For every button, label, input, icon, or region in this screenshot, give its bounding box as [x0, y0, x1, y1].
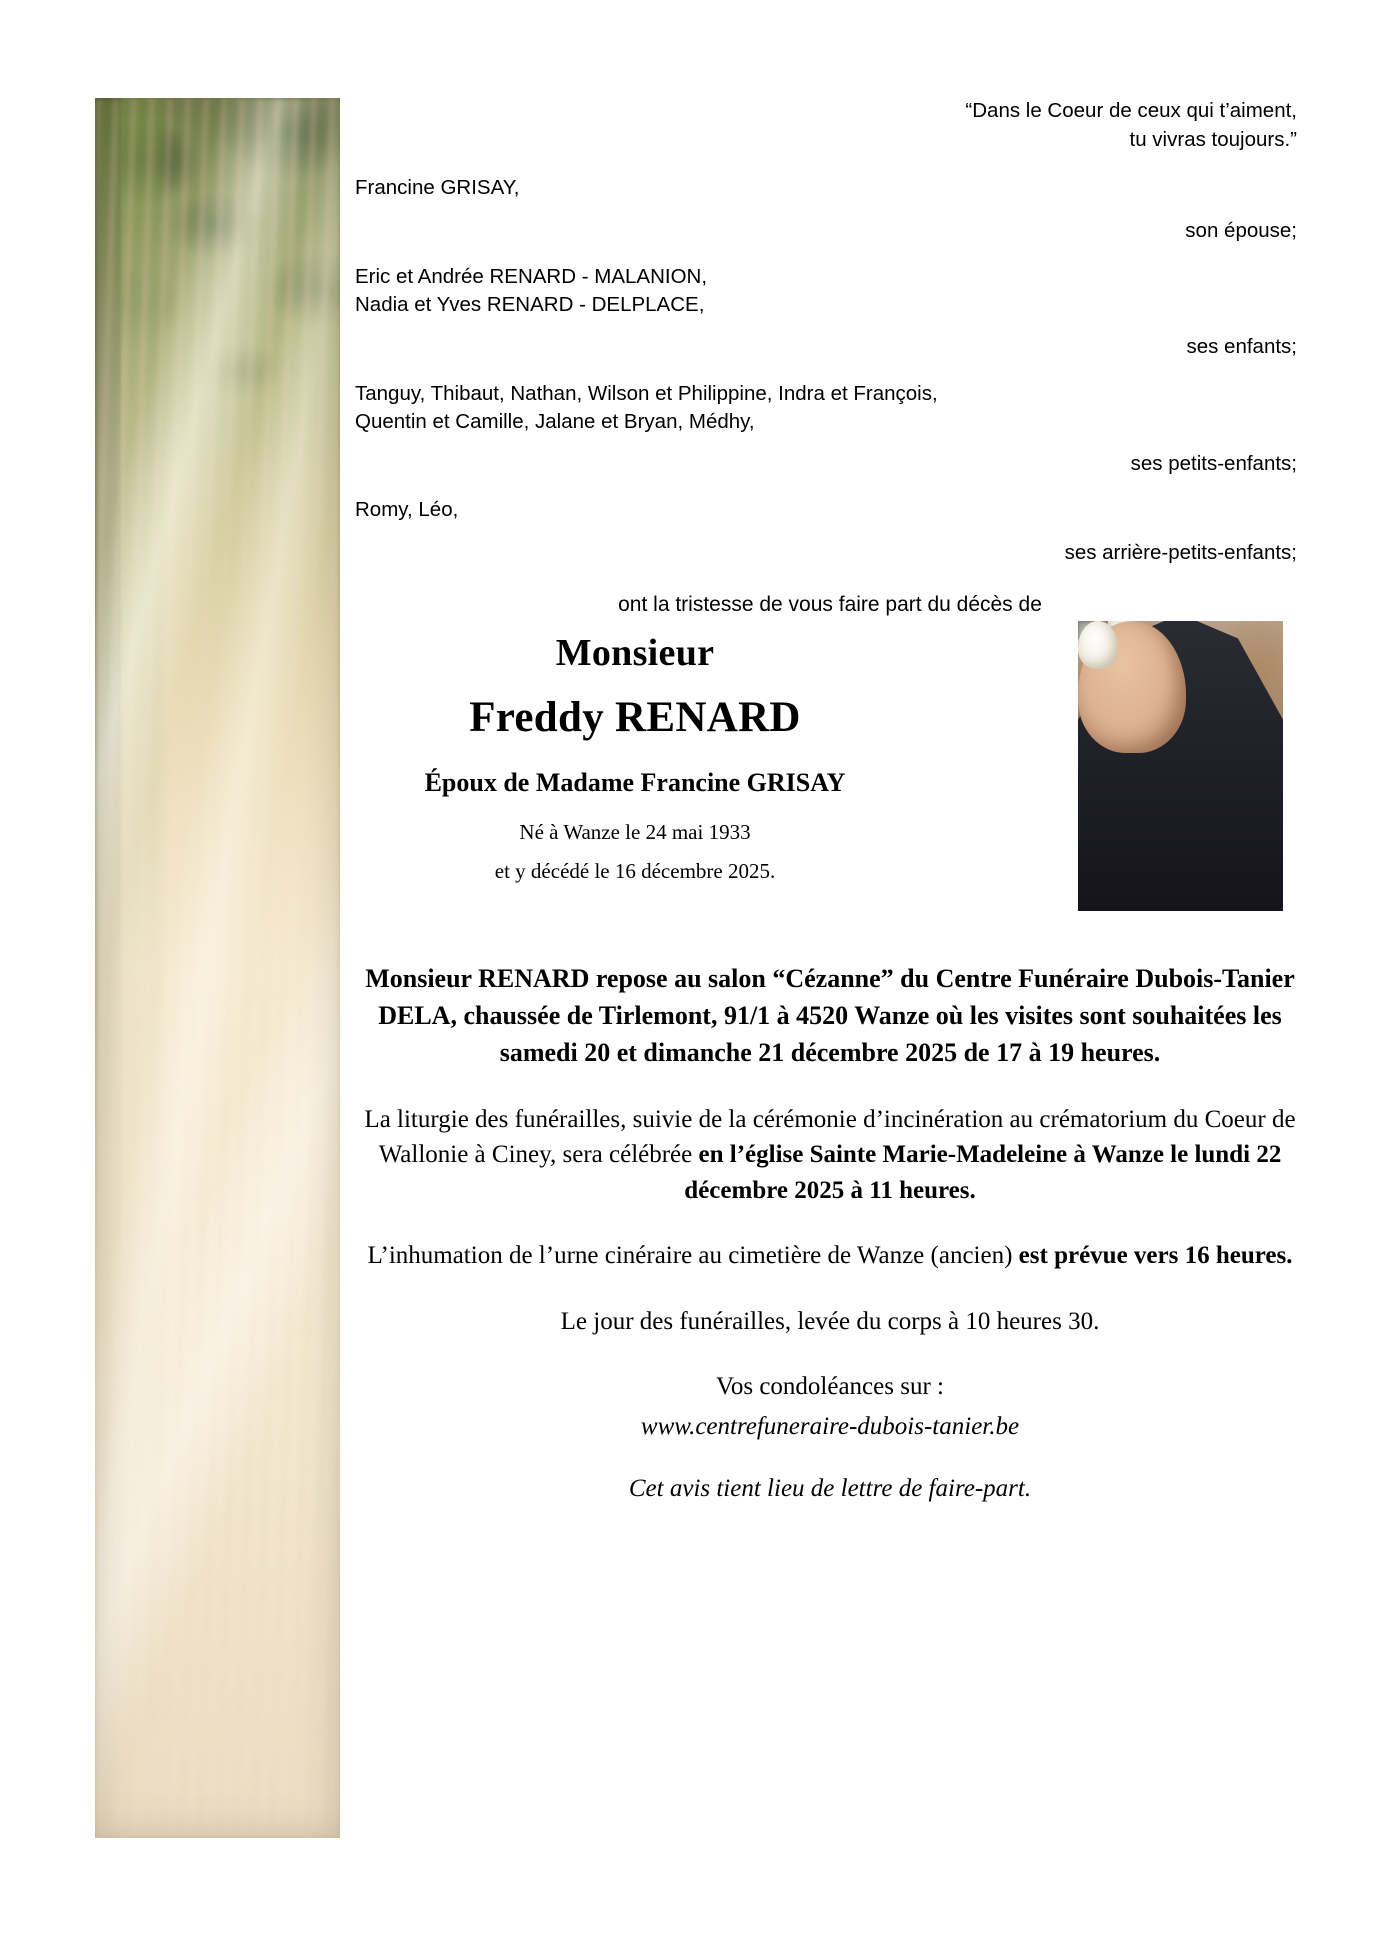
memorial-quote	[355, 96, 1305, 154]
condolences-label: Vos condoléances sur :	[716, 1373, 944, 1401]
family-names: Quentin et Camille, Jalane et Bryan, Médhy,	[355, 409, 755, 433]
family-role: son épouse;	[1185, 218, 1297, 242]
viewing-info: Monsieur RENARD repose au salon “Cézanne” du Centre Funéraire Dubois-Tanier DELA, chaussée de Tirlemont, 91/1 à 4520 Wanze où les visites sont souhaitées les samedi 20 et dimanche 21 décembre 2025 de 17 à 19 heures.	[365, 964, 1295, 1067]
family-role: ses petits-enfants;	[1130, 452, 1297, 476]
family-group-grandchildren	[355, 380, 1305, 479]
burial-info	[355, 1238, 1305, 1274]
family-names: Nadia et Yves RENARD - DELPLACE,	[355, 293, 705, 317]
family-role: ses arrière-petits-enfants;	[1064, 540, 1297, 564]
liturgy-info	[355, 1102, 1305, 1209]
family-group-spouse	[355, 174, 1305, 245]
portrait-photo	[1078, 621, 1283, 911]
burial-text-bold: est prévue vers 16 heures.	[1018, 1242, 1293, 1270]
deceased-title: Monsieur	[555, 632, 715, 675]
deceased-name: Freddy RENARD	[469, 694, 801, 742]
quote-line-2: tu vivras toujours.”	[1129, 128, 1297, 152]
deceased-birth-line: Né à Wanze le 24 mai 1933	[519, 820, 751, 845]
deceased-details	[355, 631, 915, 884]
deceased-death-line: et y décédé le 16 décembre 2025.	[494, 859, 776, 884]
deceased-block	[355, 631, 1305, 931]
announcement-content	[355, 96, 1305, 1503]
decorative-forest-image	[95, 98, 340, 1838]
family-names: Tanguy, Thibaut, Nathan, Wilson et Philippine, Indra et François,	[355, 381, 938, 405]
family-group-children	[355, 263, 1305, 362]
family-group-great-grandchildren	[355, 496, 1305, 567]
procession-info: Le jour des funérailles, levée du corps à 10 heures 30.	[560, 1307, 1100, 1335]
condolences-website-link[interactable]: www.centrefuneraire-dubois-tanier.be	[640, 1413, 1020, 1441]
liturgy-text-bold: en l’église Sainte Marie-Madeleine à Wanze le lundi 22 décembre 2025 à 11 heures.	[684, 1141, 1282, 1204]
family-list	[355, 174, 1305, 567]
closing-note: Cet avis tient lieu de lettre de faire-part.	[628, 1475, 1032, 1503]
family-names: Eric et Andrée RENARD - MALANION,	[355, 264, 708, 288]
portrait-white-rose	[1078, 621, 1118, 669]
burial-text-regular: L’inhumation de l’urne cinéraire au cimetière de Wanze (ancien)	[367, 1242, 1019, 1270]
liturgy-text-regular: La liturgie des funérailles, suivie de la cérémonie d’incinération au crématorium du Coeur de Wallonie à Ciney, sera célébrée	[364, 1105, 1296, 1169]
family-names: Romy, Léo,	[355, 498, 459, 522]
family-role: ses enfants;	[1186, 335, 1297, 359]
deceased-spouse-line: Époux de Madame Francine GRISAY	[424, 768, 846, 798]
quote-line-1: “Dans le Coeur de ceux qui t’aiment,	[965, 99, 1297, 122]
announcement-line: ont la tristesse de vous faire part du décès de	[618, 593, 1042, 617]
image-vignette-layer	[95, 98, 340, 1838]
family-names: Francine GRISAY,	[355, 176, 520, 200]
